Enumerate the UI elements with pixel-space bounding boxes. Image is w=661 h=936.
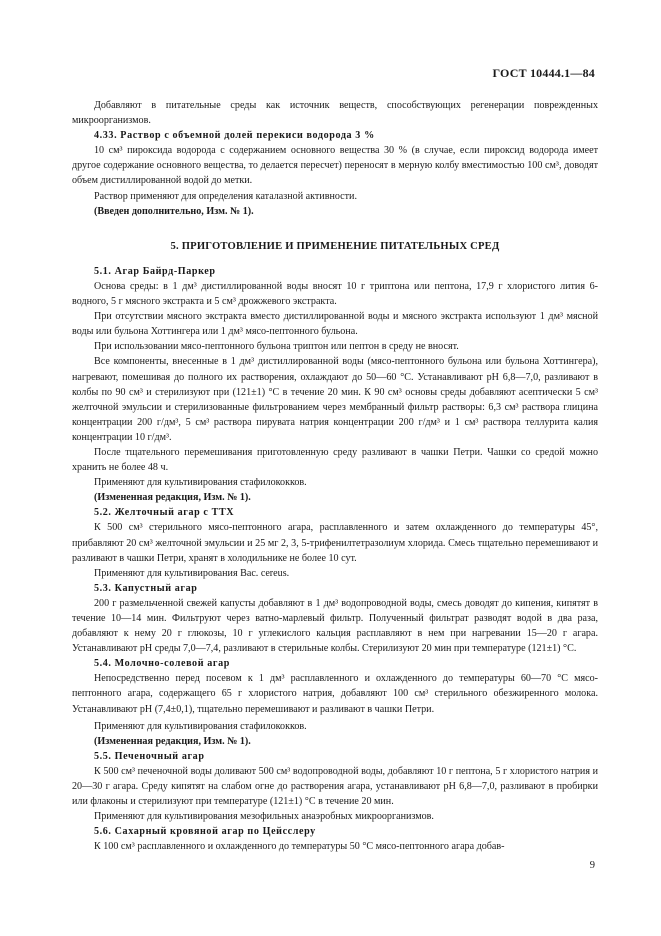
paragraph: К 500 см³ стерильного мясо-пептонного агара, расплавленного и затем охлажденного до температуры 45°, прибавляют 20 см³ желточной эмульсии и 25 мг 2, 3, 5-трифенилтетразолиум хлорида. Смесь тщательно перемешивают и разливают в чашки Петри, хранят в холодильнике не более 10 сут.	[72, 522, 598, 564]
paragraph: После тщательного перемешивания приготовленную среду разливают в чашки Петри. Чашки со средой можно хранить не более 48 ч.	[72, 446, 598, 474]
paragraph: Применяют для культивирования стафилококков.	[94, 477, 307, 489]
paragraph: Раствор применяют для определения каталазной активности.	[94, 190, 357, 202]
paragraph: К 100 см³ расплавленного и охлажденного до температуры 50 °С мясо-пептонного агара добав-	[94, 841, 505, 853]
document-body	[72, 98, 598, 855]
paragraph: Добавляют в питательные среды как источник веществ, способствующих регенерации поврежденных микроорганизмов.	[72, 100, 598, 127]
page-number: 9	[589, 860, 595, 871]
paragraph: Применяют для культивирования стафилококков.	[94, 720, 307, 732]
paragraph: Применяют для культивирования мезофильных анаэробных микроорганизмов.	[94, 811, 434, 823]
section-heading: 5.1. Агар Байрд-Паркер	[94, 265, 216, 277]
paragraph: 10 см³ пироксида водорода с содержанием основного вещества 30 % (в случае, если пироксид водорода имеет другое содержание основного вещества, то делается пересчет) переносят в мерную колбу вместимостью 100 см³, доводят объем дистиллированной водой до метки.	[72, 145, 598, 187]
amendment-note: (Измененная редакция, Изм. № 1).	[94, 735, 251, 747]
paragraph: 200 г размельченной свежей капусты добавляют в 1 дм³ водопроводной воды, смесь доводят до кипения, кипятят в течение 10—14 мин. Фильтруют через ватно-марлевый фильтр. Полученный фильтрат разводят водой в два раза, добавляют к нему 20 г глюкозы, 10 г углекислого кальция расплавляют в нем при нагревании 15—20 г агара. Устанавливают рН среды 7,0—7,4, разливают в стерильные колбы. Стерилизуют 20 мин при температуре (121±1) °С.	[72, 597, 598, 655]
section-heading: 5.5. Печеночный агар	[94, 750, 205, 762]
section-heading: 5.2. Желточный агар с ТТХ	[94, 507, 235, 519]
section-heading: 5.6. Сахарный кровяной агар по Цейсслеру	[94, 826, 316, 838]
paragraph: Все компоненты, внесенные в 1 дм³ дистиллированной воды (мясо-пептонного бульона или бульона Хоттингера), нагревают, помешивая до полного их растворения, охлаждают до 50—60 °С. Устанавливают рН 6,8—7,0, разливают в колбы по 90 см³ и стерилизуют при (121±1) °С в течение 20 мин. К 90 см³ основы среды добавляют асептически 5 см³ желточной эмульсии и стерилизованные фильтрованием через мембранный фильтр растворы: 6,3 см³ раствора глицина концентрации 200 г/дм³, 5 см³ раствора пирувата натрия концентрации 200 г/дм³ и 1 см³ раствора теллурита калия концентрации 10 г/дм³.	[72, 356, 598, 443]
section-heading: 4.33. Раствор с объемной долей перекиси водорода 3 %	[94, 130, 375, 142]
paragraph: Применяют для культивирования Bac. cereus.	[94, 567, 290, 579]
section-heading: 5.3. Капустный агар	[94, 582, 198, 594]
paragraph: Основа среды: в 1 дм³ дистиллированной воды вносят 10 г триптона или пептона, 17,9 г хлористого лития 6-водного, 5 г мясного экстракта и 5 см³ дрожжевого экстракта.	[72, 280, 598, 308]
amendment-note: (Введен дополнительно, Изм. № 1).	[94, 205, 254, 217]
section-heading: 5.4. Молочно-солевой агар	[94, 658, 230, 670]
paragraph: При отсутствии мясного экстракта вместо дистиллированной воды и мясного экстракта используют 1 дм³ мясной воды или бульона Хоттингера или 1 дм³ мясо-пептонного бульона.	[72, 311, 598, 338]
standard-header: ГОСТ 10444.1—84	[492, 66, 595, 80]
chapter-title: 5. ПРИГОТОВЛЕНИЕ И ПРИМЕНЕНИЕ ПИТАТЕЛЬНЫХ СРЕД	[170, 240, 500, 252]
paragraph: Непосредственно перед посевом к 1 дм³ расплавленного и охлажденного до температуры 60—70 °С мясо-пептонного агара, содержащего 65 г хлористого натрия, добавляют 100 см³ стерильного обезжиренного молока. Устанавливают рН (7,4±0,1), тщательно перемешивают и разливают в чашки Петри.	[72, 673, 598, 715]
amendment-note: (Измененная редакция, Изм. № 1).	[94, 492, 251, 504]
paragraph: К 500 см³ печеночной воды доливают 500 см³ водопроводной воды, добавляют 10 г пептона, 5 г хлористого натрия и 20—30 г агара. Среду кипятят на слабом огне до растворения агара, устанавливают рН 6,8—7,0, разливают в пробирки или флаконы и стерилизуют при температуре (121±1) °С в течение 20 мин.	[72, 765, 598, 808]
paragraph: При использовании мясо-пептонного бульона триптон или пептон в среду не вносят.	[94, 341, 459, 353]
